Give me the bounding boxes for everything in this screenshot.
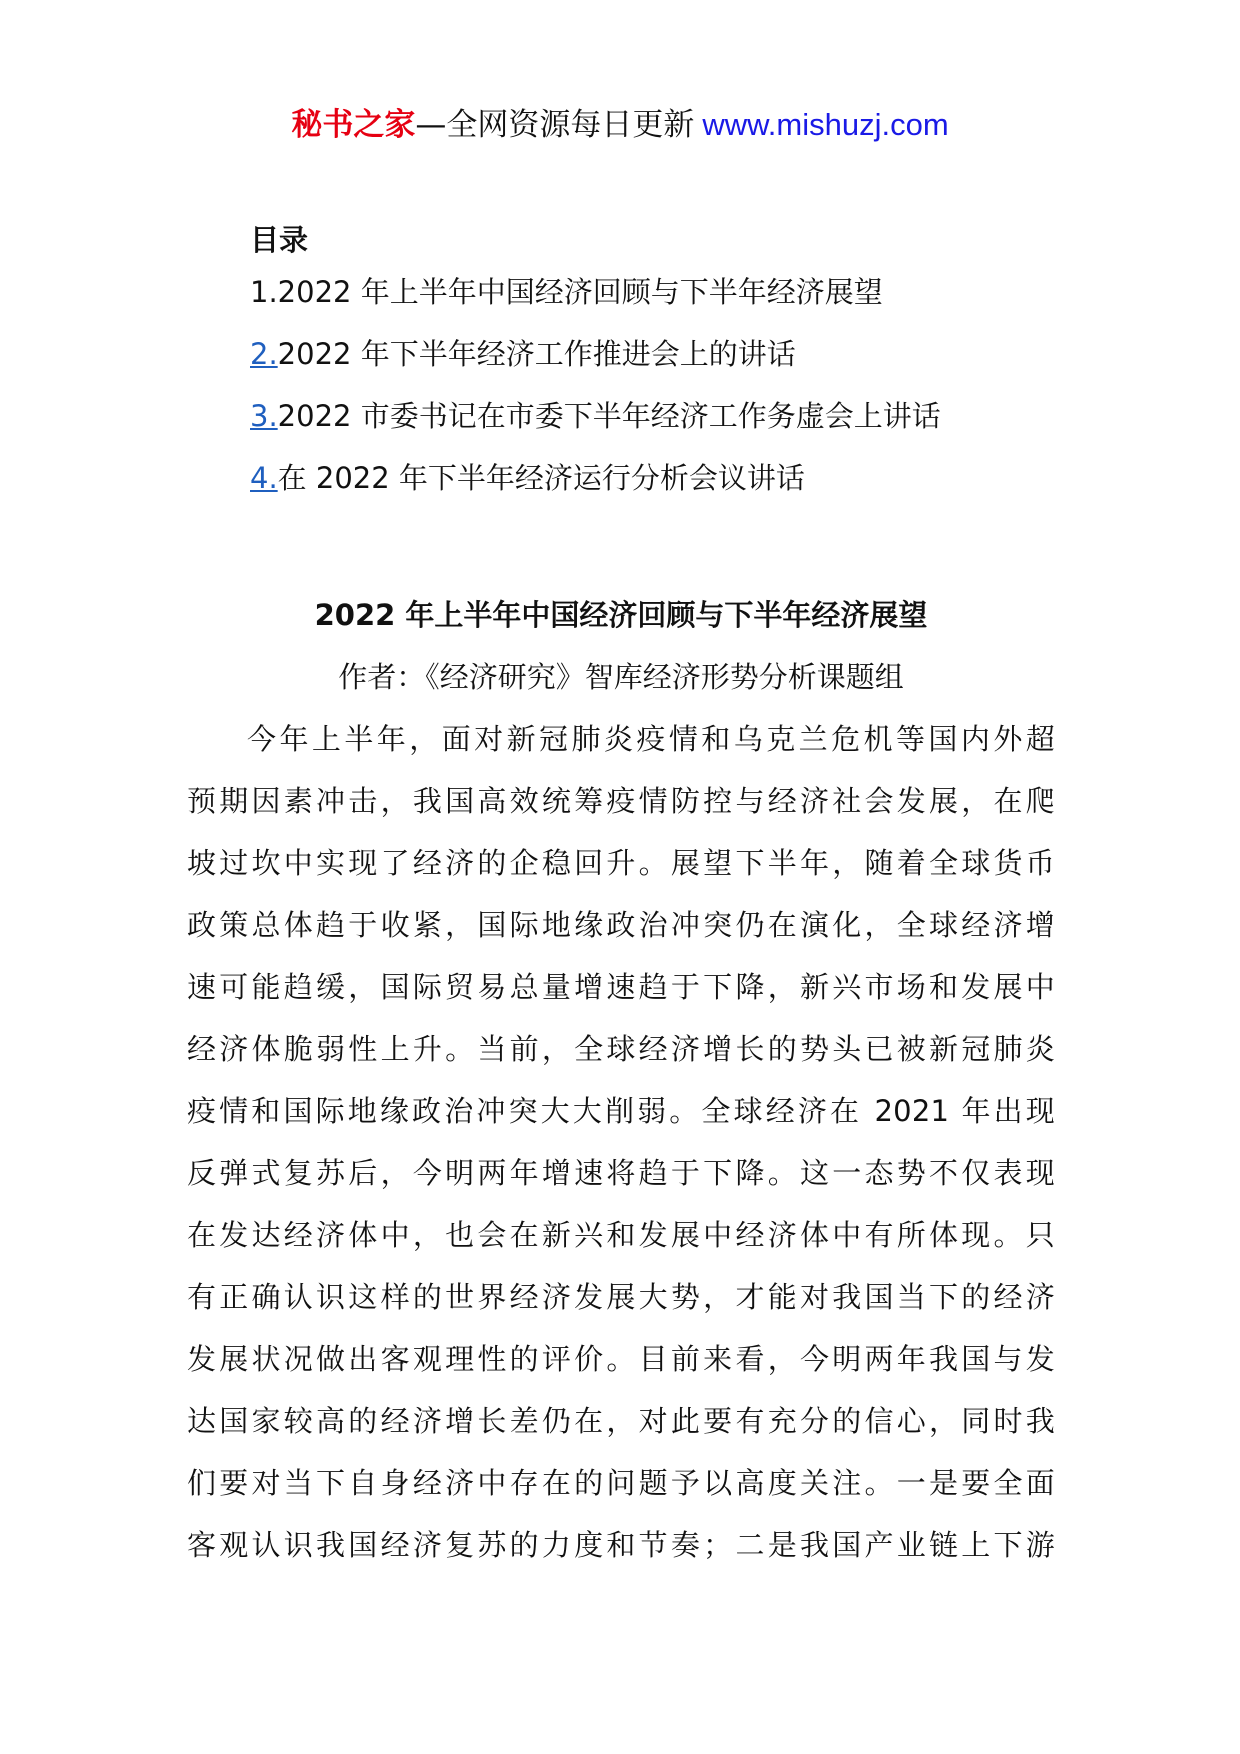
article-author: 作者：《经济研究》智库经济形势分析课题组 xyxy=(338,660,904,694)
toc-item-text: 2022 年下半年经济工作推进会上的讲话 xyxy=(277,337,796,371)
body-line: 今年上半年，面对新冠肺炎疫情和乌克兰危机等国内外超 xyxy=(247,722,1055,756)
site-tagline: —全网资源每日更新 xyxy=(415,107,695,143)
body-line: 经济体脆弱性上升。当前，全球经济增长的势头已被新冠肺炎 xyxy=(187,1032,1055,1066)
toc-title: 目录 xyxy=(250,223,309,257)
toc-item-4 xyxy=(250,456,1150,518)
article-title: 2022 年上半年中国经济回顾与下半年经济展望 xyxy=(314,598,928,632)
site-header xyxy=(0,103,1240,147)
site-url-link[interactable]: www.mishuzj.com xyxy=(702,107,949,142)
toc-item-number-link[interactable]: 2. xyxy=(250,337,278,371)
toc-item-2 xyxy=(250,332,1150,394)
toc-item-text: 2022 市委书记在市委下半年经济工作务虚会上讲话 xyxy=(277,399,941,433)
toc-item-number-link[interactable]: 3. xyxy=(250,399,278,433)
body-line: 坡过坎中实现了经济的企稳回升。展望下半年，随着全球货币 xyxy=(187,846,1055,880)
article xyxy=(187,593,1055,1585)
site-brand: 秘书之家 xyxy=(291,107,416,143)
toc-item-number-link[interactable]: 4. xyxy=(250,461,278,495)
body-line: 速可能趋缓，国际贸易总量增速趋于下降，新兴市场和发展中 xyxy=(187,970,1055,1004)
body-line: 发展状况做出客观理性的评价。目前来看，今明两年我国与发 xyxy=(187,1342,1055,1376)
toc-item-3 xyxy=(250,394,1150,456)
toc-item-text: 在 2022 年下半年经济运行分析会议讲话 xyxy=(277,461,805,495)
body-line: 反弹式复苏后，今明两年增速将趋于下降。这一态势不仅表现 xyxy=(187,1156,1055,1190)
toc-item-1 xyxy=(250,270,1150,332)
body-line: 有正确认识这样的世界经济发展大势，才能对我国当下的经济 xyxy=(187,1280,1055,1314)
toc-item-number: 1. xyxy=(250,275,278,309)
toc-item-text: 2022 年上半年中国经济回顾与下半年经济展望 xyxy=(277,275,883,309)
body-line: 们要对当下自身经济中存在的问题予以高度关注。一是要全面 xyxy=(187,1466,1055,1500)
body-line: 达国家较高的经济增长差仍在，对此要有充分的信心，同时我 xyxy=(187,1404,1055,1438)
table-of-contents xyxy=(250,218,1150,518)
body-line: 在发达经济体中，也会在新兴和发展中经济体中有所体现。只 xyxy=(187,1218,1055,1252)
body-line: 客观认识我国经济复苏的力度和节奏；二是我国产业链上下游 xyxy=(187,1528,1055,1562)
body-line: 预期因素冲击，我国高效统筹疫情防控与经济社会发展，在爬 xyxy=(187,784,1055,818)
body-line: 政策总体趋于收紧，国际地缘政治冲突仍在演化，全球经济增 xyxy=(187,908,1055,942)
body-line: 疫情和国际地缘政治冲突大大削弱。全球经济在 2021 年出现 xyxy=(187,1094,1055,1128)
